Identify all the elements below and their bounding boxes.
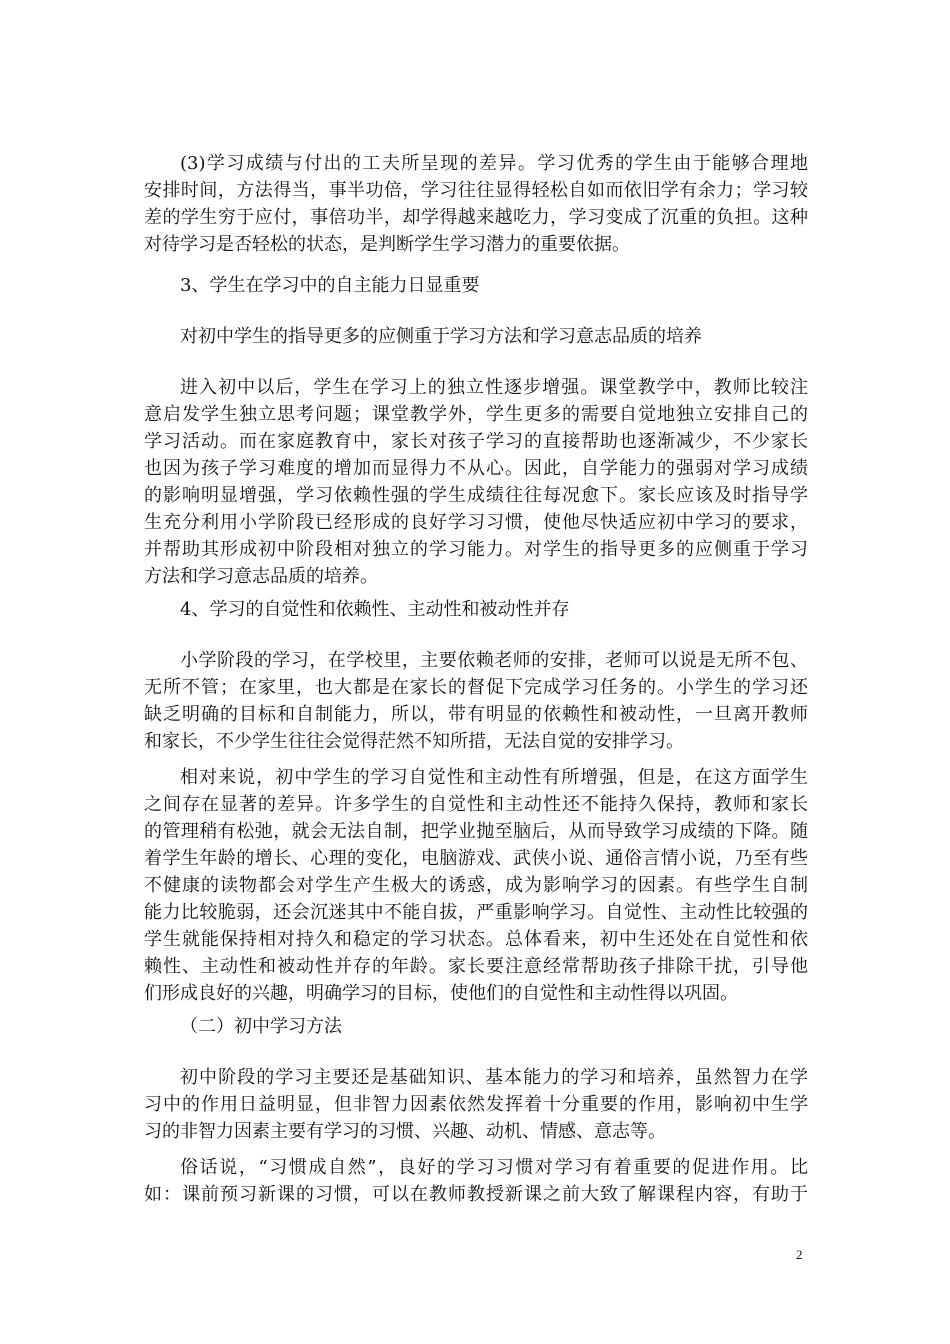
paragraph-guidance-summary bbox=[144, 323, 808, 350]
text-line: 和家长，不少学生往往会觉得茫然不知所措，无法自觉的安排学习。 bbox=[144, 731, 684, 752]
text-line: 方法和学习意志品质的培养。 bbox=[144, 566, 378, 587]
text-line: 进入初中以后，学生在学习上的独立性逐步增强。课堂教学中，教师比较注 bbox=[180, 377, 808, 398]
text-line: 也因为孩子学习难度的增加而显得力不从心。因此，自学能力的强弱对学习成绩 bbox=[144, 458, 808, 479]
paragraph-middle-school-initiative bbox=[144, 764, 808, 1007]
text-line: 小学阶段的学习，在学校里，主要依赖老师的安排，老师可以说是无所不包、 bbox=[180, 650, 808, 671]
text-line: 相对来说，初中学生的学习自觉性和主动性有所增强，但是，在这方面学生 bbox=[180, 767, 808, 788]
text-line: 如：课前预习新课的习惯，可以在教师教授新课之前大致了解课程内容，有助于 bbox=[144, 1184, 808, 1205]
text-line: 对初中学生的指导更多的应侧重于学习方法和学习意志品质的培养 bbox=[180, 326, 702, 347]
text-line: 的管理稍有松弛，就会无法自制，把学业抛至脑后，从而导致学习成绩的下降。随 bbox=[144, 821, 808, 842]
heading-text: （二）初中学习方法 bbox=[180, 1016, 342, 1037]
text-line: 学生就能保持相对持久和稳定的学习状态。总体看来，初中生还处在自觉性和依 bbox=[144, 929, 808, 950]
page-number: 2 bbox=[796, 1247, 803, 1262]
text-line: 缺乏明确的目标和自制能力，所以，带有明显的依赖性和被动性，一旦离开教师 bbox=[144, 704, 808, 725]
paragraph-habits bbox=[144, 1154, 808, 1208]
section-heading-methods bbox=[144, 1013, 808, 1040]
paragraph-study-results-effort bbox=[144, 150, 808, 258]
text-line: 安排时间，方法得当，事半功倍，学习往往显得轻松自如而依旧学有余力；学习较 bbox=[144, 180, 808, 201]
text-line: 习中的作用日益明显，但非智力因素依然发挥着十分重要的作用，影响初中生学 bbox=[144, 1094, 808, 1115]
text-line: 习的非智力因素主要有学习的习惯、兴趣、动机、情感、意志等。 bbox=[144, 1121, 666, 1142]
text-line: 们形成良好的兴趣，明确学习的目标，使他们的自觉性和主动性得以巩固。 bbox=[144, 983, 738, 1004]
text-line: 能力比较脆弱，还会沉迷其中不能自拔，严重影响学习。自觉性、主动性比较强的 bbox=[144, 902, 808, 923]
paragraph-primary-school-learning bbox=[144, 647, 808, 755]
heading-text: 3、学生在学习中的自主能力日显重要 bbox=[180, 275, 480, 296]
text-line: 赖性、主动性和被动性并存的年龄。家长要注意经常帮助孩子排除干扰，引导他 bbox=[144, 956, 808, 977]
section-heading-3 bbox=[144, 272, 808, 299]
paragraph-non-intellectual-factors bbox=[144, 1064, 808, 1145]
text-line: 差的学生穷于应付，事倍功半，却学得越来越吃力，学习变成了沉重的负担。这种 bbox=[144, 207, 808, 228]
text-line: 生充分利用小学阶段已经形成的良好学习习惯，使他尽快适应初中学习的要求， bbox=[144, 512, 808, 533]
text-line: 初中阶段的学习主要还是基础知识、基本能力的学习和培养，虽然智力在学 bbox=[180, 1067, 808, 1088]
text-line: 着学生年龄的增长、心理的变化，电脑游戏、武侠小说、通俗言情小说，乃至有些 bbox=[144, 848, 808, 869]
text-line: (3)学习成绩与付出的工夫所呈现的差异。学习优秀的学生由于能够合理地 bbox=[180, 153, 808, 174]
text-line: 之间存在显著的差异。许多学生的自觉性和主动性还不能持久保持，教师和家长 bbox=[144, 794, 808, 815]
text-line: 对待学习是否轻松的状态，是判断学生学习潜力的重要依据。 bbox=[144, 234, 630, 255]
text-line: 的影响明显增强，学习依赖性强的学生成绩往往每况愈下。家长应该及时指导学 bbox=[144, 485, 808, 506]
heading-text: 4、学习的自觉性和依赖性、主动性和被动性并存 bbox=[180, 599, 570, 620]
paragraph-independence bbox=[144, 374, 808, 590]
text-line: 俗话说，“习惯成自然”，良好的学习习惯对学习有着重要的促进作用。比 bbox=[180, 1157, 808, 1178]
text-line: 学习活动。而在家庭教育中，家长对孩子学习的直接帮助也逐渐减少，不少家长 bbox=[144, 431, 808, 452]
text-line: 不健康的读物都会对学生产生极大的诱惑，成为影响学习的因素。有些学生自制 bbox=[144, 875, 808, 896]
text-line: 并帮助其形成初中阶段相对独立的学习能力。对学生的指导更多的应侧重于学习 bbox=[144, 539, 808, 560]
text-line: 意启发学生独立思考问题；课堂教学外，学生更多的需要自觉地独立安排自己的 bbox=[144, 404, 808, 425]
section-heading-4 bbox=[144, 596, 808, 623]
text-line: 无所不管；在家里，也大都是在家长的督促下完成学习任务的。小学生的学习还 bbox=[144, 677, 808, 698]
